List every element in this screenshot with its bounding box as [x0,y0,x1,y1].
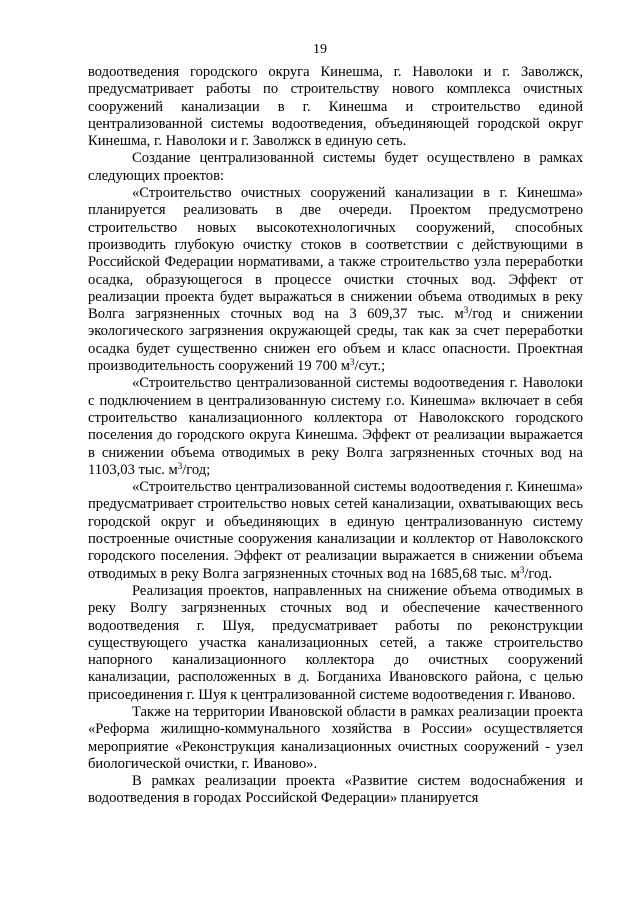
superscript-3: 3 [177,460,183,471]
paragraph-3: «Строительство очистных сооружений канализации в г. Кинешма» планируется реализовать в две очереди. Проектом предусмотрено строительство новых высокотехнологичных сооружений, способных производить глубокую очистку стоков в соответствии с действующими в Российской Федерации нормативами, а также строительство узла переработки осадка, образующегося в процессе очистки сточных вод. Эффект от реализации проекта будет выражаться в снижении объема отводимых в реку Волга загрязненных сточных вод на 3 609,37 тыс. $м^3$/год и снижении экологического загрязнения окружающей среды, так как за счет переработки осадка будет существенно снижен его объем и класс опасности. Проектная производительность сооружений 19 700 $м^3$/сут.; [88,185,583,375]
paragraph-7: Также на территории Ивановской области в рамках реализации проекта «Реформа жилищно-коммунального хозяйства в России» осуществляется мероприятие «Реконструкция канализационных очистных сооружений - узел биологической очистки, г. Иваново». [88,703,583,772]
superscript-3: 3 [519,564,525,575]
paragraph-2: Создание централизованной системы будет осуществлено в рамках следующих проектов: [88,150,583,184]
paragraph-1: водоотведения городского округа Кинешма, г. Наволоки и г. Заволжск, предусматривает работы по строительству нового комплекса очистных сооружений канализации в г. Кинешма и строительство единой централизованной системы водоотведения, объединяющей городской округ Кинешма, г. Наволоки и г. Заволжск в единую сеть. [88,64,583,150]
paragraph-5: «Строительство централизованной системы водоотведения г. Кинешма» предусматривает строительство новых сетей канализации, охватывающих весь городской округ и объединяющих в единую централизованную систему построенные очистные сооружения канализации и коллектор от Наволокского городского поселения. Эффект от реализации выражается в снижении объема отводимых в реку Волга загрязненных сточных вод на 1685,68 тыс. $м^3$/год. [88,479,583,582]
superscript-3: 3 [350,357,355,368]
page-number: 19 [313,42,327,57]
paragraph-8: В рамках реализации проекта «Развитие систем водоснабжения и водоотведения в городах Российской Федерации» планируется [88,773,583,807]
superscript-3: 3 [463,305,469,316]
body-text [88,64,583,808]
paragraph-4: «Строительство централизованной системы водоотведения г. Наволоки с подключением в централизованную систему г.о. Кинешма» включает в себя строительство канализационного коллектора от Наволокского городского поселения до городского округа Кинешма. Эффект от реализации выражается в снижении объема отводимых в реку Волга загрязненных сточных вод на 1103,03 тыс. $м^3$/год; [88,375,583,478]
paragraph-6: Реализация проектов, направленных на снижение объема отводимых в реку Волгу загрязненных сточных вод и обеспечение качественного водоотведения г. Шуя, предусматривает работы по реконструкции существующего участка канализационных сетей, а также строительство напорного канализационного коллектора до очистных сооружений канализации, расположенных в д. Богданиха Ивановского района, с целью присоединения г. Шуя к централизованной системе водоотведения г. Иваново. [88,582,583,703]
